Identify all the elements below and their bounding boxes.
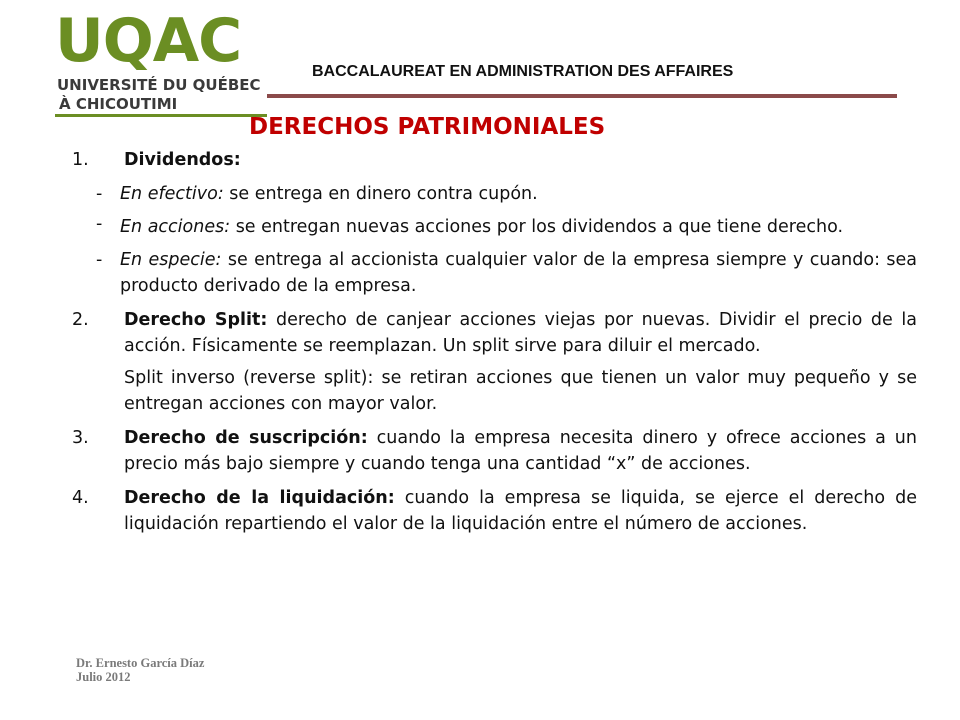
item-heading: Derecho Split: bbox=[124, 310, 268, 330]
item-heading: Derecho de suscripción: bbox=[124, 428, 368, 448]
footer-author: Dr. Ernesto García Díaz bbox=[76, 656, 205, 670]
sub-text: se entrega en dinero contra cupón. bbox=[223, 184, 538, 204]
sub-text: se entregan nuevas acciones por los dividendos a que tiene derecho. bbox=[230, 217, 844, 237]
item-number: 4. bbox=[72, 488, 89, 508]
item-number: 1. bbox=[72, 150, 89, 170]
slide-title: DERECHOS PATRIMONIALES bbox=[249, 114, 606, 140]
program-title: BACCALAUREAT EN ADMINISTRATION DES AFFAIRES bbox=[312, 63, 734, 80]
header-divider bbox=[267, 94, 897, 98]
item-heading: Dividendos: bbox=[124, 150, 241, 170]
slide-footer bbox=[76, 656, 204, 684]
item-heading: Derecho de la liquidación: bbox=[124, 488, 395, 508]
sub-label: En especie: bbox=[120, 250, 222, 270]
logo-campus-line: À CHICOUTIMI bbox=[59, 95, 178, 113]
sub-dash: - bbox=[96, 214, 103, 234]
item-text: derecho de canjear acciones viejas por nuevas. Dividir el precio de la acción. Físicamente se reemplazan. Un split sirve para diluir el mercado. bbox=[124, 310, 917, 356]
uqac-logo bbox=[55, 6, 267, 118]
sub-item-acciones bbox=[72, 211, 917, 243]
item-number: 2. bbox=[72, 310, 89, 330]
footer-date: Julio 2012 bbox=[76, 670, 131, 684]
sub-text: se entrega al accionista cualquier valor de la empresa siempre y cuando: sea producto derivado de la empresa. bbox=[120, 250, 917, 296]
logo-university-line: UNIVERSITÉ DU QUÉBEC bbox=[57, 76, 261, 94]
list-item-suscripcion bbox=[72, 425, 917, 477]
sub-label: En efectivo: bbox=[120, 184, 224, 204]
sub-dash: - bbox=[96, 250, 103, 270]
sub-item-efectivo bbox=[72, 181, 917, 207]
item-number: 3. bbox=[72, 428, 89, 448]
list-item-dividendos bbox=[72, 147, 917, 173]
sub-label: En acciones: bbox=[120, 217, 231, 237]
reverse-split-paragraph: Split inverso (reverse split): se retiran acciones que tienen un valor muy pequeño y se entregan acciones con mayor valor. bbox=[124, 368, 917, 414]
logo-wordmark: UQAC bbox=[55, 6, 242, 76]
logo-underline bbox=[55, 114, 267, 117]
sub-dash: - bbox=[96, 184, 103, 204]
item-text: cuando la empresa necesita dinero y ofrece acciones a un precio más bajo siempre y cuando tenga una cantidad “x” de acciones. bbox=[124, 428, 917, 474]
sub-item-especie bbox=[72, 247, 917, 299]
list-item-split bbox=[72, 307, 917, 359]
slide-content bbox=[72, 147, 917, 545]
item-text: cuando la empresa se liquida, se ejerce el derecho de liquidación repartiendo el valor de la liquidación entre el número de acciones. bbox=[124, 488, 917, 534]
list-item-liquidacion bbox=[72, 485, 917, 537]
